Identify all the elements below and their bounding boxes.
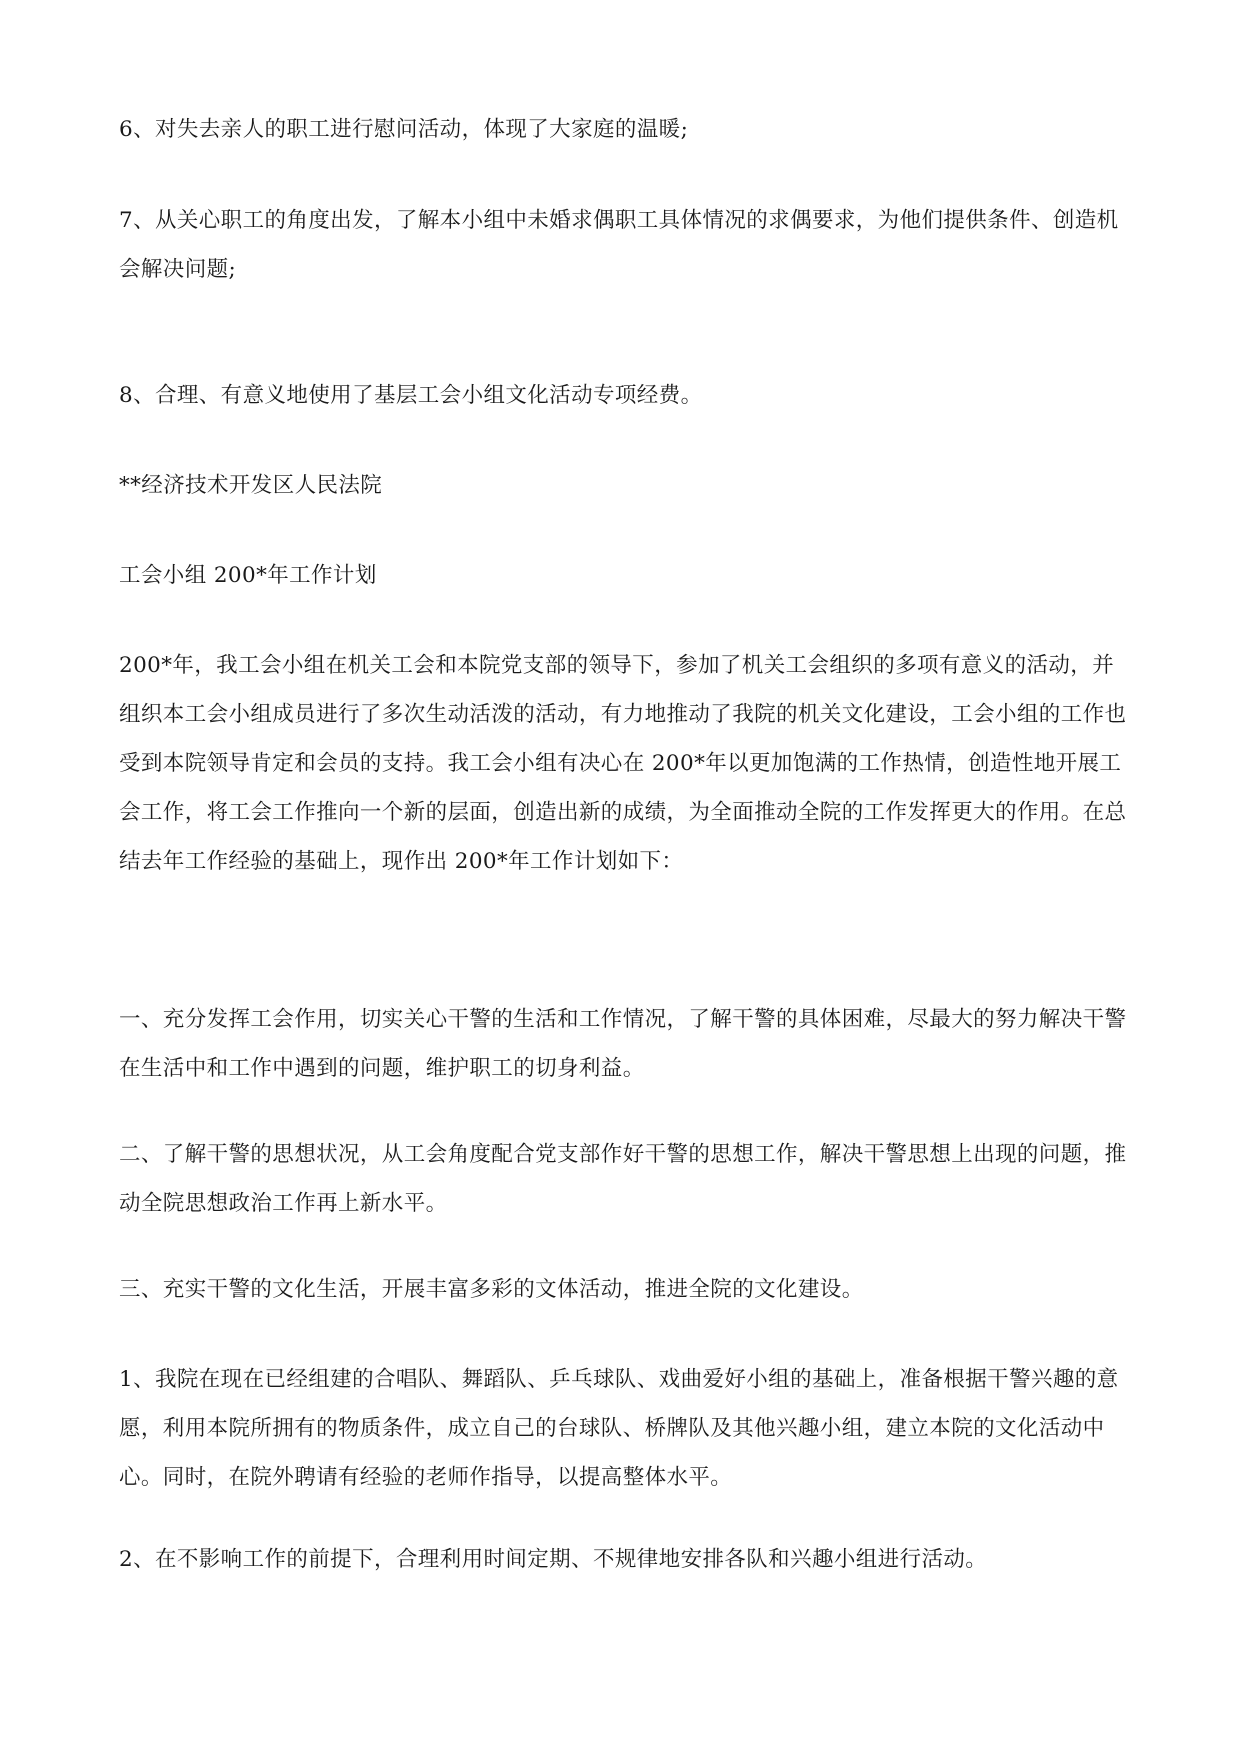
- organization-name: **经济技术开发区人民法院: [119, 473, 383, 498]
- paragraph-item-8: 8、合理、有意义地使用了基层工会小组文化活动专项经费。: [119, 383, 703, 408]
- section-two-paragraph: 二、了解干警的思想状况，从工会角度配合党支部作好干警的思想工作，解决干警思想上出现的问题，推动全院思想政治工作再上新水平。: [119, 1142, 1127, 1216]
- paragraph-item-6: 6、对失去亲人的职工进行慰问活动，体现了大家庭的温暖;: [119, 117, 689, 142]
- section-three-paragraph: 三、充实干警的文化生活，开展丰富多彩的文体活动，推进全院的文化建设。: [119, 1277, 864, 1302]
- subitem-2-paragraph: 2、在不影响工作的前提下，合理利用时间定期、不规律地安排各队和兴趣小组进行活动。: [119, 1547, 988, 1572]
- subitem-1-paragraph: 1、我院在现在已经组建的合唱队、舞蹈队、乒乓球队、戏曲爱好小组的基础上，准备根据干警兴趣的意愿，利用本院所拥有的物质条件，成立自己的台球队、桥牌队及其他兴趣小组，建立本院的文化活动中心。同时，在院外聘请有经验的老师作指导，以提高整体水平。: [119, 1367, 1119, 1490]
- plan-title: 工会小组 200*年工作计划: [119, 563, 377, 588]
- section-one-paragraph: 一、充分发挥工会作用，切实关心干警的生活和工作情况，了解干警的具体困难，尽最大的努力解决干警在生活中和工作中遇到的问题，维护职工的切身利益。: [119, 1007, 1127, 1081]
- intro-paragraph: 200*年，我工会小组在机关工会和本院党支部的领导下，参加了机关工会组织的多项有意义的活动，并组织本工会小组成员进行了多次生动活泼的活动，有力地推动了我院的机关文化建设，工会小组的工作也受到本院领导肯定和会员的支持。我工会小组有决心在 200*年以更加饱满的工作热情，创造性地开展工会工作，将工会工作推向一个新的层面，创造出新的成绩，为全面推动全院的工作发挥更大的作用。在总结去年工作经验的基础上，现作出 200*年工作计划如下：: [119, 653, 1127, 874]
- paragraph-item-7: 7、从关心职工的角度出发，了解本小组中未婚求偶职工具体情况的求偶要求，为他们提供条件、创造机会解决问题;: [119, 208, 1119, 282]
